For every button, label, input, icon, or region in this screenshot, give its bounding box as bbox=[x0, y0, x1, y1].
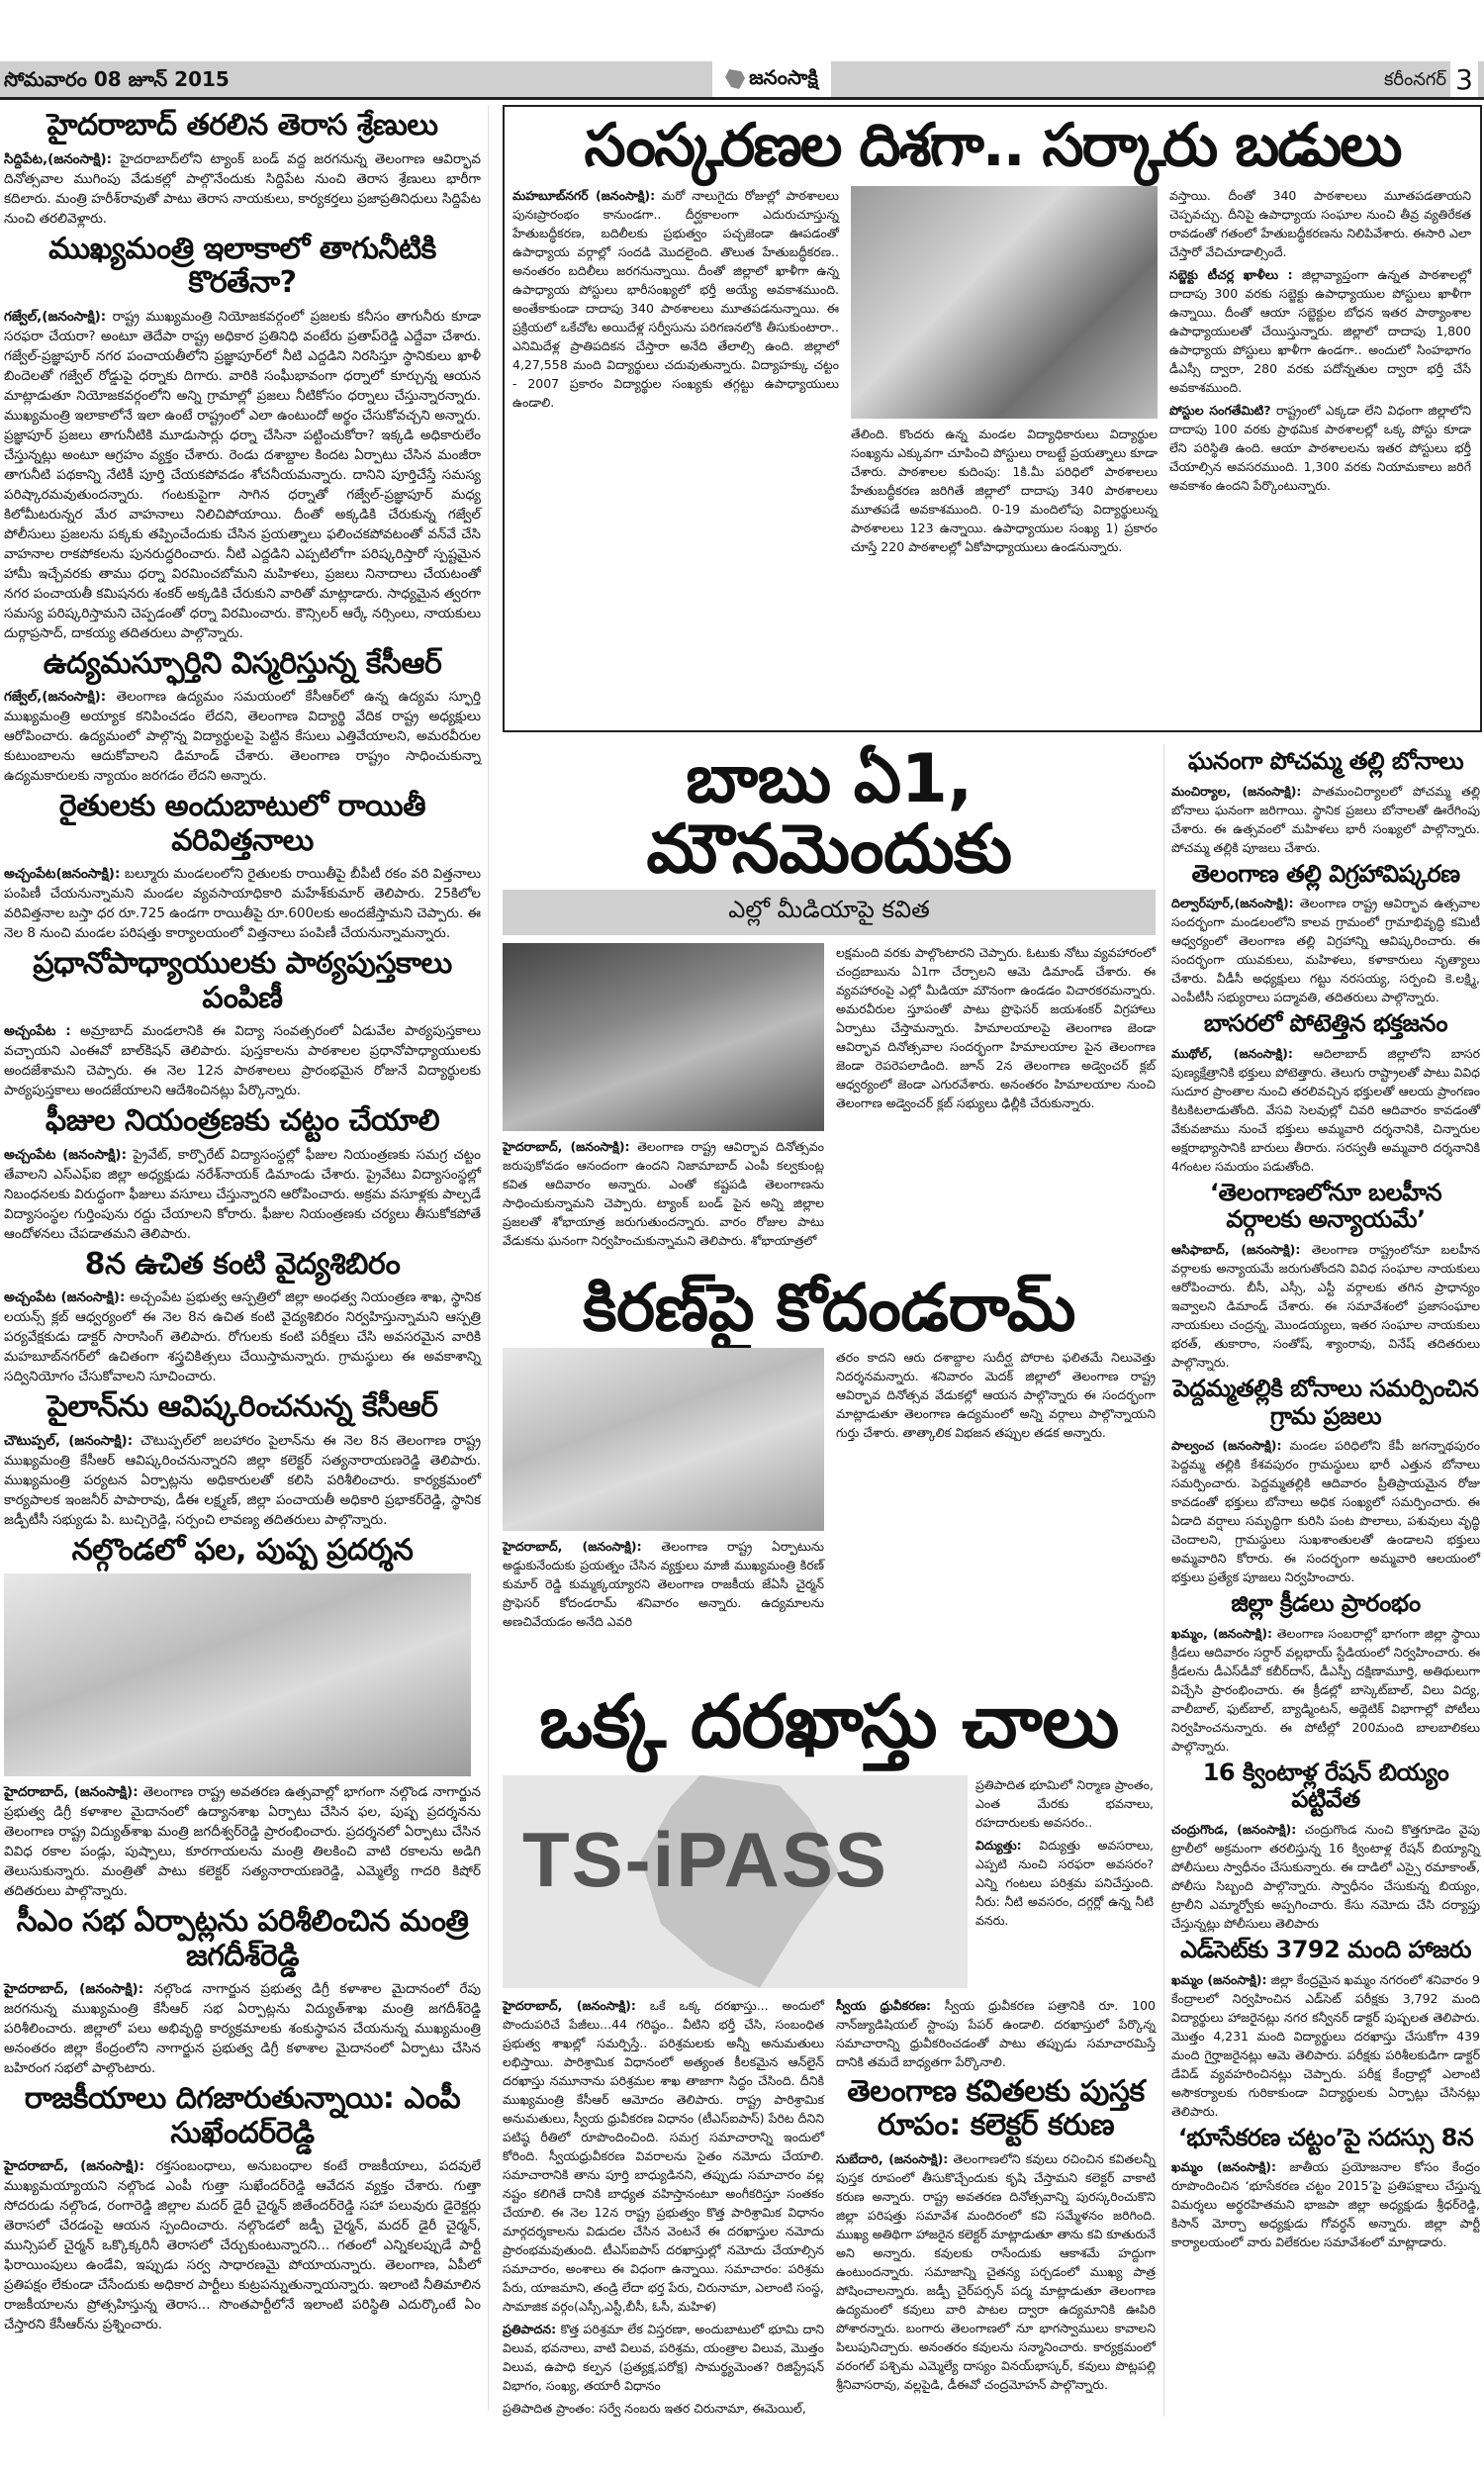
article-headline: ఒక్క దరఖాస్తు చాలు bbox=[539, 1679, 1119, 1764]
article-headline: జిల్లా క్రీడలు ప్రారంభం bbox=[1231, 1589, 1421, 1618]
column-divider bbox=[488, 105, 489, 2411]
article-body: తరం కాదని ఆరు దశాబ్దాల సుదీర్ఘ పోరాట ఫలితమే నిలువెత్తు నిదర్శనమన్నారు. శనివారం మెదక్ జిల్లాలో తెలంగాణ రాష్ట్ర ఆవిర్భావ దినోత్సవ వేడుకల్లో ఆయన పాల్గొన్నారు ఈ సందర్భంగా మాట్లాడుతూ తెలంగాణ ఉద్యమంలో అన్ని వర్గాలు పాల్గొన్నాయని గుర్తు చేశారు. తాత్కాలిక విభజన తప్పుల తడక అన్నారు. bbox=[836, 1350, 1156, 1441]
article bbox=[4, 1390, 481, 1530]
article-dateline: హైదరాబాద్, (జనంసాక్షి): bbox=[4, 2158, 145, 2174]
tsipass-graphic bbox=[503, 1775, 968, 1988]
kavitha-story: బాబు ఏ1, మౌనమెందుకు ఎల్లో మీడియాపై కవిత హైదరాబాద్, (జనంసాక్షి): తెలంగాణ రాష్ట్ర ఆవిర్భావ దినోత్సవం జరుపుకోవడం ఆనందంగా ఉందని నిజామాబాద్ ఎంపీ కల్వకుంట్ల కవిత ఆదివారం అన్నారు. ఎంతో కష్టపడి తెలంగాణను సాధించుకున్నామని చెప్పారు. ట్యాంక్ బండ్ పైన అన్ని జిల్లాల ప్రజలతో శోభాయాత్ర జరుగుతుందన్నారు. వారం రోజుల పాటు వేడుకను ఘనంగా నిర్వహించుకున్నామని తెలిపారు. శోభాయాత్రలో లక్షమంది వరకు పాల్గొంటారని చెప్పారు. ఓటుకు నోటు వ్యవహారంలో చంద్రబాబును ఏ1గా చేర్చాలని ఆమె డిమాండ్ చేశారు. ఈ వ్యవహారంపై ఎల్లో మీడియా మౌనంగా ఉండడం విచారకరమన్నారు. అమరవీరుల స్తూపంతో పాటు ప్రొఫెసర్ జయశంకర్ విగ్రహాలు ఏర్పాటు చేస్తామన్నారు. హిమాలయాలపై తెలంగాణ జెండా ఆవిర్భావ దినోత్సవాల సందర్భంగా హిమాలయాల పైన తెలంగాణ జెండా రెపరెపలాడింది. జూన్ 2న తెలంగాణ అడ్వెంచర్ క్లబ్ ఆధ్వర్యంలో జెండా ఎగురవేశారు. అనంతరం హిమాలయాల నుంచి తెలంగాణ అడ్వెంచర్ క్లబ్ సభ్యులు ఢిల్లీకి చేరుకున్నారు. bbox=[503, 740, 1156, 1248]
article-headline: పైలాన్‌ను ఆవిష్కరించనున్న కేసీఆర్ bbox=[46, 1389, 438, 1424]
article: పెద్దమ్మతల్లికి బోనాలు సమర్పించిన గ్రామ ప్రజలు పాల్వంచ (జనంసాక్షి): మండల పరిధిలోని కేపీ జగన్నాథపురం పెద్దమ్మ తల్లికి కేశవపురం గ్రామస్థులు భారీ ఎత్తున బోనాలు సమర్పించారు. పెద్దమ్మతల్లికి ఆదివారం ప్రీతిప్రాయమైన రోజు కావడంతో భక్తులు బోనాలు అధిక సంఖ్యలో సమర్పించారు. ఈ ఏడాది వర్షాలు సమృద్ధిగా కురిసి పంట పొలాలు, పశువులు వృద్ధి చెందాలని, గ్రామస్థులు సుఖశాంతులతో ఉండాలని భక్తులు అమ్మవారిని కోరారు. ఈ సందర్భంగా అమ్మవారి ఆలయంలో భక్తులు ప్రత్యేక పూజలు నిర్వహించారు. bbox=[1171, 1374, 1480, 1585]
article-dateline: చౌటుప్పల్, (జనంసాక్షి): bbox=[4, 1432, 134, 1449]
article-dateline: అచ్చంపేట : bbox=[4, 1023, 71, 1039]
article: ‘భూసేకరణ చట్టం’పై సదస్సు 8న ఖమ్మం (జనంసాక్షి): జాతీయ ప్రయోజనాల కోసం కేంద్రం రూపొందించిన ‘భూసేకరణ చట్టం 2015’పై ప్రతిపక్షాలు చేస్తున్న విమర్శలు అర్థరహితమని భాజపా జిల్లా అధ్యక్షుడు శ్రీధర్‌రెడ్డి, కిసాన్ మోర్చా అధ్యక్షుడు గోవర్ధన్ అన్నారు. జిల్లా పార్టీ కార్యాలయంలో వారు విలేకరుల సమావేశంలో మాట్లాడారు. bbox=[1171, 2123, 1480, 2250]
article-headline: నల్గొండలో ఫల, పుష్ప ప్రదర్శన bbox=[71, 1532, 414, 1568]
ribbon-cutting-photo bbox=[4, 1573, 471, 1776]
article-headline: రాజకీయాలు దిగజారుతున్నాయి: ఎంపీ సుఖేందర్‌రెడ్డి bbox=[24, 2081, 461, 2150]
article-body: హైదరాబాద్, (జనంసాక్షి): నల్గొండ నాగార్జున ప్రభుత్వ డిగ్రీ కళాశాల మైదానంలో రేపు జరగనున్న ముఖ్యమంత్రి కేసీఆర్ సభ ఏర్పాట్లను విద్యుత్‌శాఖ మంత్రి జగదీశ్‌రెడ్డి పరిశీలించారు. జిల్లాలో పలు అభివృద్ధి కార్యక్రమాలకు శంకుస్థాపన చేయనున్న ముఖ్యమంత్రి అనంతరం జిల్లా కేంద్రంలోని నాగార్జున ప్రభుత్వ డిగ్రీ కళాశాల మైదానంలో ఏర్పాటు చేసిన బహిరంగ సభలో పాల్గొంటారు. bbox=[4, 1981, 481, 2076]
article-dateline: ఖమ్మం (జనంసాక్షి): bbox=[1171, 1971, 1267, 1987]
article bbox=[4, 2082, 481, 2334]
tsipass-logo: TS-iPASS bbox=[522, 1815, 888, 1903]
article bbox=[4, 790, 481, 943]
article-body: హైదరాబాద్, (జనంసాక్షి): తెలంగాణ రాష్ట్ర అవతరణ ఉత్సవాల్లో భాగంగా నల్గొండ నాగార్జున ప్రభుత్వ డిగ్రీ కళాశాల మైదానంలో ఉద్యానశాఖ ఏర్పాటు చేసిన ఫల, పుష్ప ప్రదర్శనను తెలంగాణ రాష్ట్ర విద్యుత్‌శాఖ మంత్రి జగదీశ్వర్‌రెడ్డి ప్రారంభించారు. ప్రదర్శనలో ఏర్పాటు చేసిన వివిధ రకాల పండ్లు, పుష్పాలు, కూరగాయలను మంత్రి తిలకించి వాటి రకాలను అడిగి తెలుసుకున్నారు. మంత్రితో పాటు కలెక్టర్ సత్యనారాయణరెడ్డి, ఎమ్మెల్యే గాదరి కిషోర్ తదితరులు పాల్గొన్నారు. bbox=[4, 1784, 481, 1899]
article-body: సిద్దిపేట,(జనంసాక్షి): హైదరాబాద్‌లోని ట్యాంక్ బండ్ వద్ద జరగనున్న తెలంగాణ ఆవిర్భావ దినోత్సవాల ముగింపు వేడుకల్లో పాల్గొనేందుకు సిద్దిపేట నుంచి తెరాస శ్రేణులు భారీగా కదిలారు. మంత్రి హరీశ్‌రావుతో పాటు తెరాస నాయకులు, కార్యకర్తలు ప్రజాప్రతినిధులు సిద్దిపేట నుంచి తరలివెళ్లారు. bbox=[4, 150, 482, 227]
article bbox=[4, 109, 481, 229]
article-headline: బాబు ఏ1, మౌనమెందుకు bbox=[646, 740, 1012, 890]
article-dateline: దిల్వార్‌పూర్,(జనంసాక్షి): bbox=[1171, 896, 1294, 911]
article-headline: 16 క్వింటాళ్ల రేషన్ బియ్యం పట్టివేత bbox=[1202, 1758, 1449, 1814]
subhead: ప్రతిపాదన: bbox=[503, 2321, 557, 2336]
article: ఎడ్‌సెట్‌కు 3792 మంది హాజరు ఖమ్మం (జనంసాక్షి): జిల్లా కేంద్రమైన ఖమ్మం నగరంలో శనివారం 9 కేంద్రాలలో నిర్వహించిన ఎడ్‌సెట్ పరీక్షకు 3,792 మంది విద్యార్థులు హాజరైనట్లు నగర కన్వీనర్ డాక్టర్ పుష్పలత తెలిపారు. మొత్తం 4,231 మంది విద్యార్థులు దరఖాస్తు చేసుకోగా 439 మంది గైర్హాజరైనట్లు ఆమె తెలిపారు. పరీక్షకు పరిశీలకుడిగా డాక్టర్ డేవిడ్ వ్యవహరించినట్లు చెప్పారు. పరీక్ష కేంద్రాల్లో ఎలాంటి అసౌకర్యాలకు గురికాకుండా విద్యార్థులకు ఏర్పాట్లు చేసినట్లు తెలిపారు. bbox=[1171, 1935, 1480, 2119]
article-headline: కిరణ్‌పై కోదండరామ్ bbox=[583, 1270, 1075, 1346]
article: 16 క్వింటాళ్ల రేషన్ బియ్యం పట్టివేత చంద్రుగొండ, (జనంసాక్షి): చంద్రుగొండ నుంచి కొత్తగూడెం వైపు ట్రాలీలో అక్రమంగా తరలిస్తున్న 16 క్వింటాళ్ల రేషన్ బియ్యాన్ని పోలీసులు స్వాధీనం చేసుకున్నారు. ఈ దాడిలో ఎస్సై రమాకాంత్, పోలీసు సిబ్బంది పాల్గొన్నారు. స్వాధీనం చేసుకున్న బియ్యం, ట్రాలీని ఎమ్మార్వోకు అప్పగించారు. కేసు నమోదు చేసి దర్యాప్తు చేస్తున్నట్లు పోలీసులు తెలిపారు bbox=[1171, 1758, 1480, 1931]
article-dateline: సిద్దిపేట,(జనంసాక్షి): bbox=[4, 150, 113, 167]
article-headline: ‘తెలంగాణలోనూ బలహీన వర్గాలకు అన్యాయమే’ bbox=[1209, 1178, 1442, 1234]
article-dateline: హైదరాబాద్, (జనంసాక్షి): bbox=[503, 1997, 636, 2013]
article-dateline: మంచిర్యాల, (జనంసాక్షి): bbox=[1171, 783, 1302, 799]
article-body: తేలింది. కొందరు ఉన్న మండల విద్యాధికారులు విద్యార్థుల సంఖ్యను ఎక్కువగా చూపించి పోస్టులు రాబట్టే ప్రయత్నాలు కూడా చేశారు. పాఠశాలల కుదింపు: 1కి.మీ పరిధిలో పాఠశాలలు హేతుబద్ధీకరణ జరిగితే జిల్లాలో దాదాపు 340 పాఠశాలలు మూతపడే అవకాశముంది. 0-19 మందిలోపు విద్యార్థులున్న పాఠశాలలు 123 ఉన్నాయి. ఉపాధ్యాయుల సంఖ్య 1) ప్రకారం చూస్తే 220 పాఠశాలల్లో ఏకోపాధ్యాయులు ఉండనున్నారు. bbox=[851, 427, 1158, 554]
article-dateline: గజ్వేల్,(జనంసాక్షి): bbox=[4, 689, 107, 705]
article-body: అచ్చంపేట(జనంసాక్షి): బల్మూరు మండలంలోని రైతులకు రాయితీపై బీపీటీ రకం వరి విత్తనాలు పంపిణీ చేయనున్నామని మండల వ్యవసాయాధికారి మహేశ్‌కుమార్ తెలిపారు. 25కిలోల వరివిత్తనాల బస్తా ధర రూ.725 ఉండగా రాయితీపై రూ.600లకు అందజేస్తామని చెప్పారు. ఈ నెల 8 నుంచి మండల పరిషత్తు కార్యాలయంలో విత్తనాలు పంపిణీ చేయనున్నామన్నారు. bbox=[4, 866, 481, 941]
article bbox=[4, 1248, 481, 1387]
article-headline: తెలంగాణ తల్లి విగ్రహావిష్కరణ bbox=[1191, 859, 1460, 888]
article bbox=[4, 1534, 481, 1902]
article-body: గజ్వేల్,(జనంసాక్షి): రాష్ట్ర ముఖ్యమంత్రి నియోజకవర్గంలో ప్రజలకు కనీసం తాగునీరు కూడా సరఫరా చేయరా? అంటూ తెదేపా రాష్ట్ర అధికార ప్రతినిధి వంటేరు ప్రతాప్‌రెడ్డి ఎద్దేవా చేశారు. గజ్వేల్-ప్రజ్ఞాపూర్ నగర పంచాయతీలోని ప్రజ్ఞాపూర్‌లో నీటి ఎద్దడిని నిరసిస్తూ స్థానికులు ఖాళీ బిందెలతో గజ్వేల్ రోడ్డుపై ధర్నాకు దిగారు. వారికి సంఘీభావంగా ధర్నాలో కూర్చున్న ఆయన మాట్లాడుతూ నియోజకవర్గంలోని అన్ని గ్రామాల్లో ప్రజలు నీటికోసం ధర్నాలు చేస్తున్నారన్నారు. ముఖ్యమంత్రి ఇలాకాలోనే ఇలా ఉంటే రాష్ట్రంలో ఎలా ఉంటుందో అర్థం చేసుకోవచ్చని అన్నారు. ప్రజ్ఞాపూర్ ప్రజలు తాగునీటికి మూడుసార్లు ధర్నా చేసినా పట్టించుకోరా? ఇక్కడి అధికారులేం చేస్తున్నట్లు అంటూ ఆగ్రహం వ్యక్తం చేశారు. రెండు దశాబ్దాల కిందట ఏర్పాటు చేసిన మంజీరా తాగునీటి పథకాన్ని నేటికీ పూర్తి చేయకపోవడం శోచనీయమన్నారు. దానిని పూర్తిచేస్తే సమస్య పరిష్కారమవుతుందన్నారు. గంటకుపైగా సాగిన ధర్నాతో గజ్వేల్-ప్రజ్ఞాపూర్ మధ్య కిలోమీటరున్నర మేర వాహనాలు నిలిచిపోయాయి. దీంతో అక్కడికి చేరుకున్న గజ్వేల్ పోలీసులు ప్రజలను పక్కకు తప్పించేందుకు చేసిన ప్రయత్నాలు ఫలించకపోవటంతో వన్‌వే చేసి వాహనాల రాకపోకలను పునరుద్ధరించారు. నీటి ఎద్దడిని ఎప్పటిలోగా పరిష్కరిస్తారో స్పష్టమైన హామీ ఇచ్చేవరకు తాము ధర్నా విరమించబోమని మహిళలు, ప్రజలు నినాదాలు చేయటంతో నగర పంచాయతీ కమిషనరు శంకర్ అక్కడికి చేరుకుని వారితో మాట్లాడారు. సాధ్యమైన త్వరగా సమస్య పరిష్కరిస్తామని చెప్పడంతో ధర్నా విరమించారు. కౌన్సిలర్ ఆర్కే నర్సింలు, నాయకులు దుర్గాప్రసాద్, దాకయ్య తదితరులు పాల్గొన్నారు. bbox=[4, 308, 481, 641]
article-subheadline: ఎల్లో మీడియాపై కవిత bbox=[503, 890, 1156, 935]
article-dateline: గజ్వేల్,(జనంసాక్షి): bbox=[4, 308, 107, 325]
article-dateline: హైదరాబాద్, (జనంసాక్షి): bbox=[503, 1539, 642, 1555]
article-dateline: అచ్చంపేట(జనంసాక్షి): bbox=[4, 866, 121, 882]
page-number: 3 bbox=[1450, 61, 1478, 97]
article: బాసరలో పోటెత్తిన భక్తజనం ముథోల్, (జనంసాక్షి): ఆదిలాబాద్ జిల్లాలోని బాసర పుణ్యక్షేత్రానికి భక్తులు పోటెత్తారు. తెలుగు రాష్ట్రాలతో పాటు వివిధ సుదూర ప్రాంతాల నుంచి తరలివచ్చిన భక్తులతో ఆలయ ప్రాంగణం కిటకిటలాడుతోంది. వేసవి సెలవుల్లో చివరి ఆదివారం కావడంతో వేకువజాము నుంచే భక్తులు అమ్మవారి దర్శనానికి, చిన్నారుల అక్షరాభ్యాసానికి బారులు తీరారు. సరస్వతీ అమ్మవారి దర్శనానికి 4గంటల సమయం పడుతోంది. bbox=[1171, 1009, 1480, 1174]
lead-columns bbox=[505, 186, 1480, 560]
article-body: అచ్చంపేట (జనంసాక్షి): ప్రైవేట్, కార్పొరేట్ విద్యాసంస్థల్లో ఫీజుల నియంత్రణకు సమగ్ర చట్టం తేవాలని ఎస్‌ఎఫ్‌ఐ జిల్లా అధ్యక్షుడు నరేశ్‌నాయక్ డిమాండు చేశారు. ప్రైవేటు విద్యాసంస్థల్లో నిబంధనలకు విరుద్ధంగా ఫీజులు వసూలు చేస్తున్నారని ఆరోపించారు. అక్రమ వసూళ్లకు పాల్పడే విద్యాసంస్థల గుర్తింపును రద్దు చేయాలని కోరారు. ఫీజుల నియంత్రణకు చర్యలు తీసుకోకపోతే ఆందోళనలు చేపడాతమని తెలిపారు. bbox=[4, 1146, 481, 1242]
article-dateline: మహబూబ్‌నగర్ (జనంసాక్షి): bbox=[512, 188, 656, 203]
tsipass-story: ఒక్క దరఖాస్తు చాలు TS-iPASS ప్రతిపాదిత భూమిలో నిర్మాణ ప్రాంతం, ఎంత మేరకు భవనాలు, రహదారులకు అవసరం.. విద్యుత్తు: విద్యుత్తు అవసరాలు, ఎప్పటి నుంచి సరఫరా అవసరం? ఎన్ని గంటలు పరిశ్రమ పనిచేస్తుంది. నీరు: నీటి అవసరం, దగ్గర్లో ఉన్న నీటి వనరు. హైదరాబాద్, (జనంసాక్షి): ఒకే ఒక్క దరఖాస్తు... అందులో పొందుపరిచే పేజీలు...44 గరిష్ఠం.. వీటిని భర్తీ చేసి, సంబంధిత ప్రభుత్వ శాఖల్లో సమర్పిస్తే.. పరిశ్రమలకు అన్నీ అనుమతులు లభిస్తాయి. పారిశ్రామిక విధానంలో అత్యంత కీలకమైన ఆన్‌లైన్ దరఖాస్తు నమూనాను పరిశ్రమల శాఖ తాజాగా సిద్ధం చేసింది. దీనికి ముఖ్యమంత్రి కేసీఆర్ ఆమోదం తెలిపారు. రాష్ట్ర పారిశ్రామిక అనుమతులు, స్వీయ ధ్రువీకరణ విధానం (టీఎస్‌ఐపాస్) పేరిట దీనిని పటిష్ఠ రీతిలో రూపొందించింది. సమగ్ర సమాచారాన్ని ఇందులో కోరింది. స్వీయధ్రువీకరణ వివరాలను సైతం నమోదు చేయాలి. సమాచారానికి తాను పూర్తి బాధ్యుడినని, తప్పుడు సమాచారం వల్ల నష్టం కలిగితే దానికి బాధ్యత వహిస్తానంటూ అంగీకరిస్తూ సంతకం చేయాలి. ఈ నెల 12న రాష్ట్ర ప్రభుత్వం కొత్త పారిశ్రామిక విధానం మార్గదర్శకాలను విడుదల చేసిన వెంటనే ఈ దరఖాస్తుల నమోదు ప్రారంభమవుతుంది. టీఎస్‌ఐపాస్ దరఖాస్తుల్లో నమోదు చేయాల్సిన సమాచారం, అంశాలు ఈ విధంగా ఉన్నాయి. సమాచారం: పరిశ్రమ పేరు, యాజమాని, తండ్రి లేదా భర్త పేరు, చిరునామా, ఎలాంటి సంస్థ, సామాజిక వర్గం(ఎస్సీ,ఎస్టీ,బీసీ, ఓసీ, మహిళ) ప్రతిపాదన: కొత్త పరిశ్రమా లేక విస్తరణా, అందుబాటులో భూమి దాని విలువ, భవనాలు, వాటి విలువ, పరిశ్రమ, యంత్రాల విలువ, మొత్తం విలువ, ఉపాధి కల్పన (ప్రత్యక్ష,పరోక్ష) సామర్థ్యమెంత? రిజిస్ట్రేషన్ విభాగం, సంఖ్య, తయారీ విధానం ప్రతిపాదిత ప్రాంతం: సర్వే నంబరు ఇతర చిరునామా, ఈమెయిల్, స్వీయ ధ్రువీకరణ: స్వీయ ధ్రువీకరణ పత్రానికి రూ. 100 నాన్‌జ్యుడిషియల్ స్టాంపు పేపర్ ఉండాలి. దరఖాస్తులో పేర్కొన్న సమాచారాన్ని ధ్రువీకరించడంతో పాటు తప్పుడు సమాచారమిస్తే దానికి తమదే బాధ్యతగా పేర్కొనాలి. తెలంగాణ కవితలకు పుస్తక రూపం: కలెక్టర్ కరుణ సుబేదారి, (జనంసాక్షి): తెలంగాణలోని కవులు రచించిన కవితలన్నీ పుస్తక రూపంలో తీసుకొచ్చేందుకు కృషి చేస్తామని కలెక్టర్ వాకాటి కరుణ అన్నారు. రాష్ట్ర అవతరణ దినోత్సవాన్ని పురస్కరించుకొని జిల్లా పరిషత్తు సమావేశ మందిరంలో కవి సమ్మేళనం జరిగింది. ముఖ్య అతిథిగా హాజరైన కలెక్టర్ మాట్లాడుతూ తాను కవి కూతురునే అని అన్నారు. కవులకు రాసేందుకు ఆకాశమే హద్దుగా ఉంటుందన్నారు. సమాజాన్ని చైతన్య పర్చడంలో ముఖ్య పాత్ర పోషించాలన్నారు. జడ్పీ చైర్‌పర్సన్ పద్మ మాట్లాడుతూ తెలంగాణ ఉద్యమంలో కవులు వారి పాటల ద్వారా ఉద్యమానికి ఊపిరి పోశారన్నారు. బంగారు తెలంగాణలో నూ భాగస్వాములు కావాలని పిలుపునిచ్చారు. అనంతరం కవులను సన్మానించారు. కార్యక్రమంలో వరంగల్ పశ్చిమ ఎమ్మెల్యే దాస్యం వినయ్‌భాస్కర్, కవులు పొట్లపల్లి శ్రీనివాసరావు, వల్లపైడి, డీఈవో చంద్రమోహన్ పాల్గొన్నారు. bbox=[503, 1679, 1156, 2416]
article-dateline: పాల్వంచ (జనంసాక్షి): bbox=[1171, 1438, 1282, 1454]
article-dateline: ఖమ్మం (జనంసాక్షి): bbox=[1171, 2159, 1276, 2175]
article-body: వస్తాయి. దీంతో 340 పాఠశాలలు మూతపడతాయని చెప్పవచ్చు. దీనిపై ఉపాధ్యాయ సంఘాల నుంచి తీవ్ర వ్యతిరేకత రావడంతో గతంలో హేతుబద్ధీకరణను నిలిపివేశారు. ఈసారి ఎలా చేస్తారో వేచిచూడాల్సిందే. bbox=[1169, 188, 1471, 259]
article-dateline: హైదరాబాద్, (జనంసాక్షి): bbox=[503, 1138, 630, 1154]
subhead: స్వీయ ధ్రువీకరణ: bbox=[836, 1997, 931, 2013]
article-dateline: హైదరాబాద్, (జనంసాక్షి): bbox=[4, 1784, 139, 1800]
kodandaram-story: కిరణ్‌పై కోదండరామ్ హైదరాబాద్, (జనంసాక్షి): తెలంగాణ రాష్ట్ర ఏర్పాటును అడ్డుకునేందుకు ప్రయత్నం చేసిన వ్యక్తులు మాజీ ముఖ్యమంత్రి కిరణ్ కుమార్ రెడ్డి కుమ్మక్కయ్యారని తెలంగాణ రాజకీయ జేఏసీ చైర్మన్ ప్రొఫెసర్ కోదండరామ్ శనివారం అన్నారు. ఉద్యమాలను అణచివేయడం అనేది ఎవరి తరం కాదని ఆరు దశాబ్దాల సుదీర్ఘ పోరాట ఫలితమే నిలువెత్తు నిదర్శనమన్నారు. శనివారం మెదక్ జిల్లాలో తెలంగాణ రాష్ట్ర ఆవిర్భావ దినోత్సవ వేడుకల్లో ఆయన పాల్గొన్నారు ఈ సందర్భంగా మాట్లాడుతూ తెలంగాణ ఉద్యమంలో అన్ని వర్గాలు పాల్గొన్నాయని గుర్తు చేశారు. తాత్కాలిక విభజన తప్పుల తడక అన్నారు. bbox=[503, 1270, 1156, 1630]
article-body: ప్రతిపాదిత భూమిలో నిర్మాణ ప్రాంతం, ఎంత మేరకు భవనాలు, రహదారులకు అవసరం.. bbox=[975, 1776, 1154, 1830]
article-dateline: అచ్చంపేట (జనంసాక్షి): bbox=[4, 1289, 126, 1305]
article-dateline: ముథోల్, (జనంసాక్షి): bbox=[1171, 1045, 1293, 1061]
lead-column-1: మహబూబ్‌నగర్ (జనంసాక్షి): మరో నాలుగైదు రోజుల్లో పాఠశాలలు పునఃప్రారంభం కానుండగా.. దీర్ఘకాలంగా ఎదురుచూస్తున్న హేతుబద్ధీకరణ, బదిలీలకు ప్రభుత్వం పచ్చజెండా ఊపడంతో ఉపాధ్యాయ వర్గాల్లో సందడి మొదలైంది. తొలుత హేతుబద్ధీకరణ.. అనంతరం బదిలీలు జరగనున్నాయి. దీంతో జిల్లాలో ఖాళీగా ఉన్న ఉపాధ్యాయ పోస్టులు భారీసంఖ్యలో భర్తీ అయ్యే అవకాశముంది. అంతేకాకుండా దాదాపు 340 పాఠశాలలు మూతపడనున్నాయి. ఈ ప్రక్రియలో ఒకేచోట అయిదేళ్ల సర్వీసును పరిగణనలోకి తీసుకుంటారా.. ఎనిమిదేళ్ల ప్రాతిపదికన చేస్తారా అనేది తేలాల్సి ఉంది. జిల్లాలో 4,27,558 మంది విద్యార్థులు చదువుతున్నారు. విద్యాహక్కు చట్టం - 2007 ప్రకారం విద్యార్థుల సంఖ్యకు తగ్గట్టు ఉపాధ్యాయులు ఉండాలి. bbox=[512, 188, 839, 410]
article-headline: ప్రధానోపాధ్యాయులకు పాఠ్యపుస్తకాలు పంపిణీ bbox=[33, 946, 452, 1015]
telangana-map-icon bbox=[725, 69, 745, 89]
article-dateline: అచ్చంపేట (జనంసాక్షి): bbox=[4, 1146, 127, 1163]
article-headline: ‘భూసేకరణ చట్టం’పై సదస్సు 8న bbox=[1177, 2123, 1474, 2151]
masthead bbox=[0, 61, 1484, 100]
article-headline: ఉద్యమస్ఫూర్తిని విస్మరిస్తున్న కేసీఆర్ bbox=[43, 645, 442, 681]
article-headline: ఘనంగా పోచమ్మ తల్లి బోనాలు bbox=[1187, 747, 1464, 775]
lead-column-3: వస్తాయి. దీంతో 340 పాఠశాలలు మూతపడతాయని చెప్పవచ్చు. దీనిపై ఉపాధ్యాయ సంఘాల నుంచి తీవ్ర వ్యతిరేకత రావడంతో గతంలో హేతుబద్ధీకరణను నిలిపివేశారు. ఈసారి ఎలా చేస్తారో వేచిచూడాల్సిందే. సబ్జెక్టు టీచర్ల ఖాళీలు : జిల్లావ్యాప్తంగా ఉన్నత పాఠశాలల్లో దాదాపు 300 వరకు సబ్జెక్టు ఉపాధ్యాయుల పోస్టులు ఖాళీగా ఉన్నాయి. దీంతో ఆయా సబ్జెక్టుల బోధన ఇతర పాఠ్యాంశాల ఉపాధ్యాయులతో చేయిస్తున్నారు. జిల్లాలో దాదాపు 1,800 ఉపాధ్యాయ పోస్టులు ఖాళీగా ఉండగా.. అందులో సింహభాగం డీఎస్సీ ద్వారా, 280 వరకు పదోన్నతుల ద్వారా భర్తీ చేసే అవకాశముంది. పోస్టుల సంగతేమిటి? రాష్ట్రంలో ఎక్కడా లేని విధంగా జిల్లాలోని దాదాపు 100 వరకు ప్రాథమిక పాఠశాలల్లో ఒక్క పోస్టు కూడా లేని పరిస్థితి ఉంది. ఆయా పాఠశాలలను ఇతర పోస్టులు భర్తీ చేయాల్సిన అవసరముంది. 1,300 వరకు నియామకాలు జరిగే అవకాశం ఉందని పేర్కొంటున్నారు. bbox=[1169, 188, 1472, 493]
right-column bbox=[1171, 744, 1480, 2255]
article-headline: బాసరలో పోటెత్తిన భక్తజనం bbox=[1203, 1009, 1448, 1038]
collector-story: తెలంగాణ కవితలకు పుస్తక రూపం: కలెక్టర్ కరుణ సుబేదారి, (జనంసాక్షి): తెలంగాణలోని కవులు రచించిన కవితలన్నీ పుస్తక రూపంలో తీసుకొచ్చేందుకు కృషి చేస్తామని కలెక్టర్ వాకాటి కరుణ అన్నారు. రాష్ట్ర అవతరణ దినోత్సవాన్ని పురస్కరించుకొని జిల్లా పరిషత్తు సమావేశ మందిరంలో కవి సమ్మేళనం జరిగింది. ముఖ్య అతిథిగా హాజరైన కలెక్టర్ మాట్లాడుతూ తాను కవి కూతురునే అని అన్నారు. కవులకు రాసేందుకు ఆకాశమే హద్దుగా ఉంటుందన్నారు. సమాజాన్ని చైతన్య పర్చడంలో ముఖ్య పాత్ర పోషించాలన్నారు. జడ్పీ చైర్‌పర్సన్ పద్మ మాట్లాడుతూ తెలంగాణ ఉద్యమంలో కవులు వారి పాటల ద్వారా ఉద్యమానికి ఊపిరి పోశారన్నారు. బంగారు తెలంగాణలో నూ భాగస్వాములు కావాలని పిలుపునిచ్చారు. అనంతరం కవులను సన్మానించారు. కార్యక్రమంలో వరంగల్ పశ్చిమ ఎమ్మెల్యే దాస్యం వినయ్‌భాస్కర్, కవులు పొట్లపల్లి శ్రీనివాసరావు, వల్లపైడి, డీఈవో చంద్రమోహన్ పాల్గొన్నారు. bbox=[836, 2073, 1156, 2392]
subhead: విద్యుత్తు: bbox=[975, 1837, 1022, 1853]
article-headline: తెలంగాణ కవితలకు పుస్తక రూపం: కలెక్టర్ కరుణ bbox=[847, 2073, 1145, 2143]
article bbox=[4, 1905, 481, 2078]
article bbox=[4, 647, 481, 787]
article-body: చౌటుప్పల్, (జనంసాక్షి): చౌటుప్పల్‌లో జలహారం పైలాన్‌ను ఈ నెల 8న తెలంగాణ రాష్ట్ర ముఖ్యమంత్రి కేసీఆర్ ఆవిష్కరించనున్నారని జిల్లా కలెక్టర్ సత్యనారాయణరెడ్డి తెలిపారు. ముఖ్యమంత్రి పర్యటన ఏర్పాట్లను అధికారులతో కలిసి పరిశీలించారు. కార్యక్రమంలో కార్యపాలక ఇంజనీర్ పాపారావు, డీఈ లక్ష్మణ్, జిల్లా పంచాయతీ అధికారి ప్రభాకర్‌రెడ్డి, స్థానిక జడ్పీటీసీ సభ్యుడు పి. బుచ్చిరెడ్డి, సర్పంచి లావణ్య తదితరులు పాల్గొన్నారు. bbox=[4, 1432, 481, 1528]
classroom-photo bbox=[851, 186, 1158, 419]
article bbox=[4, 1104, 481, 1244]
subhead: సబ్జెక్టు టీచర్ల ఖాళీలు : bbox=[1169, 267, 1293, 282]
article-headline: ముఖ్యమంత్రి ఇలాకాలో తాగునీటికి కొరతేనా? bbox=[48, 231, 436, 300]
article-body: హైదరాబాద్, (జనంసాక్షి): రక్తసంబంధాలు, అనుబంధాల కంటే రాజకీయాలు, పదవులే ముఖ్యమయ్యాయని నల్గొండ ఎంపీ గుత్తా సుఖేందర్‌రెడ్డి ఆవేదన వ్యక్తం చేశారు. గుత్తా సోదరుడు నల్గొండ, రంగారెడ్డి జిల్లాల మదర్ డైరీ చైర్మన్ జితేందర్‌రెడ్డి సహా పలువురు డైరెక్టర్లు తెరాసలో చేరడంపై ఆయన స్పందించారు. నల్గొండలో జడ్పీ చైర్మన్, మదర్ డైరీ చైర్మన్, మున్సిపల్ చైర్మన్ ఒక్కొక్కరినీ తెరాసలో చేర్చుకుంటున్నారని... గతంలో ఎన్నికలప్పుడే పార్టీ ఫిరాయింపులు ఉండేవి, ఇప్పుడు సర్వ సాధారణమై పోయాయన్నారు. తెలంగాణ, ఏపీలో ప్రతిపక్షం లేకుండా చేసేందుకు అధికార పార్టీలు కుట్రపన్నుతున్నాయన్నారు. ఇలాంటి నీతిమాలిన రాజకీయాలను ప్రోత్సహిస్తున్న తెరాస... సొంతపార్టీలోనే ఇలాంటి పరిస్థితి ఎదుర్కొంటే ఏం చేస్తారని కేసీఆర్‌ను ప్రశ్నించారు. bbox=[4, 2158, 481, 2332]
lead-headline: సంస్కరణల దిశగా.. సర్కారు బడులు bbox=[584, 111, 1401, 180]
article bbox=[4, 233, 481, 643]
paper-name: జనంసాక్షి bbox=[749, 64, 818, 89]
kodandaram-photo bbox=[503, 1348, 824, 1531]
article-body: ప్రతిపాదిత ప్రాంతం: సర్వే నంబరు ఇతర చిరునామా, ఈమెయిల్, bbox=[503, 2400, 806, 2416]
article-body: లక్షమంది వరకు పాల్గొంటారని చెప్పారు. ఓటుకు నోటు వ్యవహారంలో చంద్రబాబును ఏ1గా చేర్చాలని ఆమె డిమాండ్ చేశారు. ఈ వ్యవహారంపై ఎల్లో మీడియా మౌనంగా ఉండడం విచారకరమన్నారు. అమరవీరుల స్తూపంతో పాటు ప్రొఫెసర్ జయశంకర్ విగ్రహాలు ఏర్పాటు చేస్తామన్నారు. హిమాలయాలపై తెలంగాణ జెండా ఆవిర్భావ దినోత్సవాల సందర్భంగా హిమాలయాల పైన తెలంగాణ జెండా రెపరెపలాడింది. జూన్ 2న తెలంగాణ అడ్వెంచర్ క్లబ్ ఆధ్వర్యంలో జెండా ఎగురవేశారు. అనంతరం హిమాలయాల నుంచి తెలంగాణ అడ్వెంచర్ క్లబ్ సభ్యులు ఢిల్లీకి చేరుకున్నారు. bbox=[836, 944, 1156, 1110]
article-headline: పెద్దమ్మతల్లికి బోనాలు సమర్పించిన గ్రామ ప్రజలు bbox=[1172, 1374, 1479, 1430]
article-headline: ఎడ్‌సెట్‌కు 3792 మంది హాజరు bbox=[1180, 1935, 1471, 1963]
article: ఘనంగా పోచమ్మ తల్లి బోనాలు మంచిర్యాల, (జనంసాక్షి): పాతమంచిర్యాలలో పోచమ్మ తల్లి బోనాలు ఘనంగా జరిగాయి. స్థానిక ప్రజలు బోనాలతో ఊరేగింపు చేశారు. ఈ ఉత్సవంలో మహిళలు భారీ సంఖ్యలో పాల్గొన్నారు. పోచమ్మ తల్లికి పూజలు చేశారు. bbox=[1171, 747, 1480, 855]
article-headline: ఫీజుల నియంత్రణకు చట్టం చేయాలి bbox=[45, 1103, 440, 1138]
article bbox=[4, 947, 481, 1100]
article-dateline: హైదరాబాద్, (జనంసాక్షి): bbox=[4, 1981, 144, 1997]
article-headline: 8న ఉచిత కంటి వైద్యశిబిరం bbox=[84, 1246, 401, 1282]
edition-name: కరీంనగర్ bbox=[1384, 69, 1446, 90]
lead-story-box bbox=[503, 105, 1482, 732]
article-dateline: సుబేదారి, (జనంసాక్షి): bbox=[836, 2150, 949, 2166]
article-dateline: చంద్రుగొండ, (జనంసాక్షి): bbox=[1171, 1821, 1297, 1837]
lead-column-2 bbox=[851, 186, 1158, 560]
article: తెలంగాణ తల్లి విగ్రహావిష్కరణ దిల్వార్‌పూర్,(జనంసాక్షి): తెలంగాణ రాష్ట్ర ఆవిర్భావ ఉత్సవాల సందర్భంగా మండలంలోని కాలవ గ్రామంలో గ్రామాభివృద్ధి కమిటీ ఆధ్వర్యంలో తెలంగాణ తల్లి విగ్రహాన్ని ఆవిష్కరించారు. ఈ సందర్భంగా యువకులు, మహిళలు, కళాకారులు నృత్యాలు చేశారు. వీడీసీ అధ్యక్షులు గట్టు నరసయ్య, సర్పంచి కె.లక్ష్మి, ఎంపీటీసీ సభ్యురాలు పద్మావతి, తదితరులు పాల్గొన్నారు. bbox=[1171, 859, 1481, 1005]
article-headline: సీఎం సభ ఏర్పాట్లను పరిశీలించిన మంత్రి జగదీశ్‌రెడ్డి bbox=[16, 1904, 469, 1973]
left-column bbox=[4, 105, 481, 2338]
article-body: గజ్వేల్,(జనంసాక్షి): తెలంగాణ ఉద్యమం సమయంలో కేసీఆర్‌లో ఉన్న ఉద్యమ స్ఫూర్తి ముఖ్యమంత్రి అయ్యాక కనిపించడం లేదని, తెలంగాణ విద్యార్థి వేదిక రాష్ట్ర అధ్యక్షులు ఆరోపించారు. ఉద్యమంలో పాల్గొన్న విద్యార్థులపై పెట్టిన కేసులు ఎత్తివేయాలని, అమరవీరుల కుటుంబాలను ఆదుకోవాలని డిమాండ్ చేశారు. తెలంగాణ రాష్ట్రం సాధించుకున్నా ఉద్యమకారులకు న్యాయం జరగడం లేదని అన్నారు. bbox=[4, 689, 482, 784]
paper-logo bbox=[712, 61, 831, 97]
article-body: అచ్చంపేట (జనంసాక్షి): అచ్చంపేట ప్రభుత్వ ఆస్పత్రిలో జిల్లా అంధత్వ నియంత్రణ శాఖ, స్థానిక లయన్స్ క్లబ్ ఆధ్వర్యంలో ఈ నెల 8న ఉచిత కంటి వైద్యశిబిరం నిర్వహిస్తున్నామని ఆస్పత్రి పర్యవేక్షకుడు డాక్టర్ సారాసింగ్ తెలిపారు. రోగులకు కంటి పరీక్షలు చేసి అవసరమైన వారికి మహబూబ్‌నగర్‌లో ఉచితంగా శస్త్రచికిత్సలు చేయిస్తామన్నారు. గ్రామస్థులు ఈ అవకాశాన్ని సద్వినియోగం చేసుకోవాలని సూచించారు. bbox=[4, 1289, 482, 1384]
kavitha-photo bbox=[503, 943, 824, 1131]
article-dateline: ఖమ్మం, (జనంసాక్షి): bbox=[1171, 1625, 1273, 1641]
newspaper-page bbox=[0, 61, 1484, 2417]
article-headline: రైతులకు అందుబాటులో రాయితీ వరివిత్తనాలు bbox=[58, 789, 426, 858]
article: జిల్లా క్రీడలు ప్రారంభం ఖమ్మం, (జనంసాక్షి): తెలంగాణ సంబరాల్లో భాగంగా జిల్లా స్థాయి క్రీడలు ఆదివారం సర్దార్ వల్లభాయ్ స్టేడియంలో నిర్వహించారు. ఈ క్రీడలను డీఎస్‌డీవో కబీర్‌దాస్, డీఎస్పీ దక్షిణామూర్తి, అతిథులుగా విచ్చేసి ప్రారంభించారు. ఈ క్రీడల్లో బాస్కెట్‌బాల్, విలు విద్య, వాలీబాల్, ఫుట్‌బాల్, బ్యాడ్మింటన్, అథ్లెటిక్ విభాగాల్లో పోటీలు నిర్వహించనున్నారు. ఈ పోటీల్లో 200మంది బాలబాలికలు పాల్గొన్నారు. bbox=[1171, 1589, 1480, 1754]
article-body: అచ్చంపేట : అమ్రాబాద్ మండలానికి ఈ విద్యా సంవత్సరంలో ఏడువేల పాఠ్యపుస్తకాలు వచ్చాయని ఎంఈవో బాల్‌కిషన్ తెలిపారు. పుస్తకాలను పాఠశాలల ప్రధానోపాధ్యాయులకు అందజేశామని చెప్పారు. ఈ నెల 12న పాఠశాలలు ప్రారంభమైన రోజునే విద్యార్థులకు పాఠ్యపుస్తకాలు అందజేయాలని ఆదేశించినట్లు పేర్కొన్నారు. bbox=[4, 1023, 482, 1098]
issue-date: సోమవారం 08 జూన్ 2015 bbox=[4, 67, 230, 91]
article-dateline: ఆసిఫాబాద్, (జనంసాక్షి): bbox=[1171, 1241, 1301, 1257]
article-headline: హైదరాబాద్ తరలిన తెరాస శ్రేణులు bbox=[46, 108, 438, 143]
column-divider bbox=[1163, 744, 1164, 2417]
subhead: పోస్టుల సంగతేమిటి? bbox=[1169, 403, 1271, 418]
article: ‘తెలంగాణలోనూ బలహీన వర్గాలకు అన్యాయమే’ ఆసిఫాబాద్, (జనంసాక్షి): తెలంగాణ రాష్ట్రంలోనూ బలహీన వర్గాలకు అన్యాయమే జరుగుతోందని వివిధ సంఘాల నాయకులు ఆరోపించారు. బీసీ, ఎస్సీ, ఎస్టీ వర్గాలకు తగిన ప్రాధాన్యం ఇవ్వాలని డిమాండ్ చేశారు. ఈ సమావేశంలో ప్రజాసంఘాల నాయకులు చంద్రన్న, మొండయ్యలు, ఇతర సంఘాల నాయకులు భరత్, తుకారాం, సంతోష్, శ్యాంరావు, వినేష్ తదితరులు పాల్గొన్నారు. bbox=[1171, 1178, 1480, 1370]
